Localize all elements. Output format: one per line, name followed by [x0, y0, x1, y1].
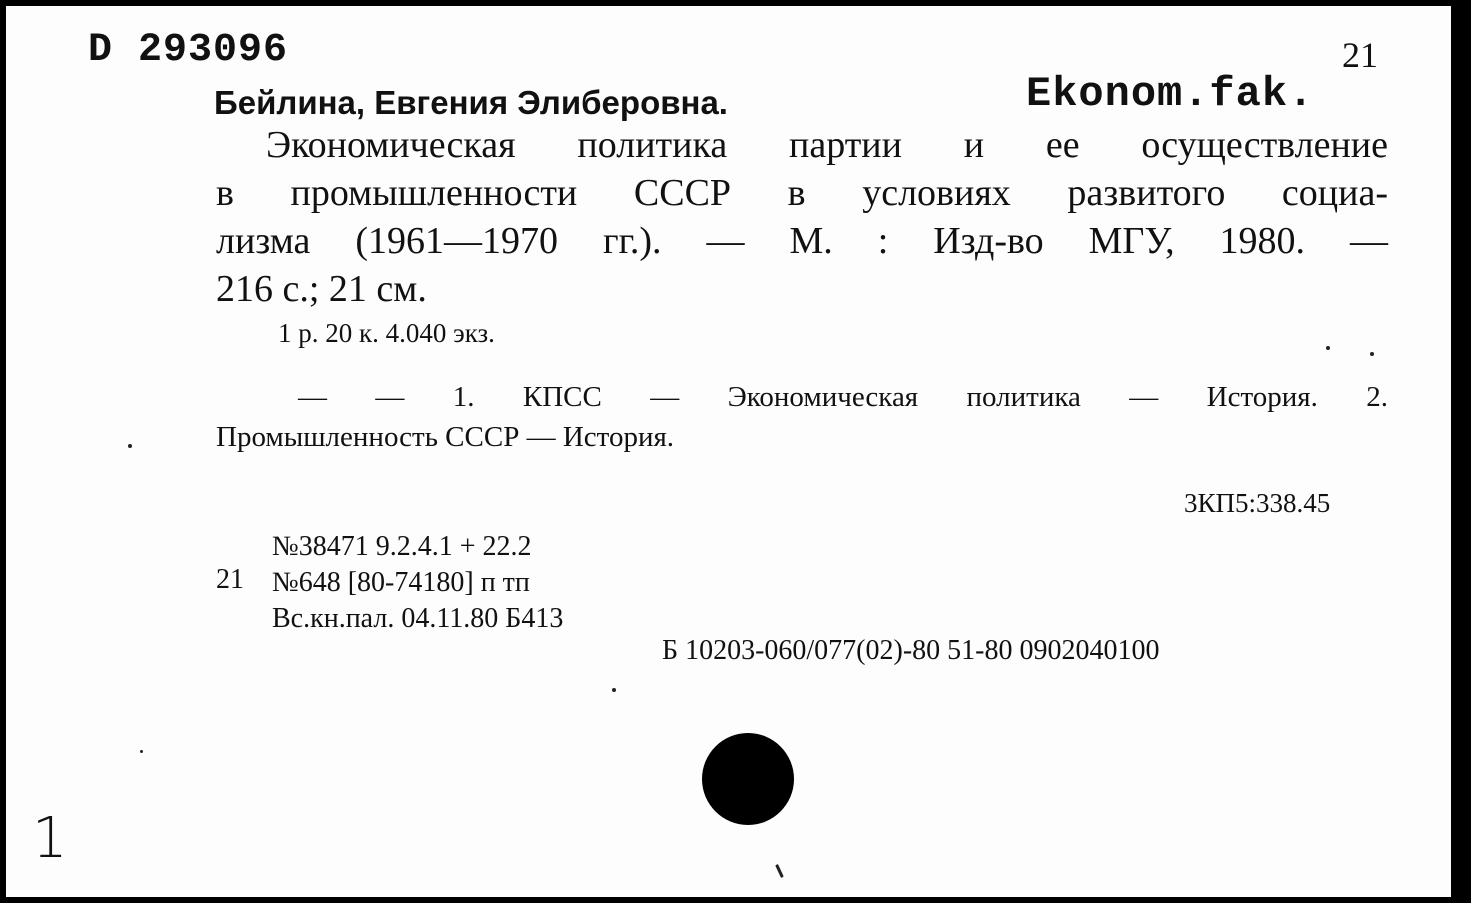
scan-speck	[1326, 346, 1330, 350]
title-line-1: Экономическая политика партии и ее осуществление	[266, 124, 1388, 166]
card-punch-hole	[702, 733, 794, 825]
scan-mark	[775, 864, 784, 878]
scan-speck	[1370, 352, 1374, 356]
registration-line-1: №38471 9.2.4.1 + 22.2	[272, 531, 532, 562]
registration-line-3: Вс.кн.пал. 04.11.80 Б413	[272, 603, 564, 634]
scan-speck	[140, 750, 143, 753]
title-line-2: в промышленности СССР в условиях развитого социа-	[216, 172, 1388, 214]
registration-line-4: Б 10203-060/077(02)-80 51-80 0902040100	[662, 635, 1160, 666]
classification-code: 3КП5:338.45	[1184, 488, 1331, 518]
scan-speck	[612, 688, 616, 692]
title-line-3: лизма (1961—1970 гг.). — М. : Изд-во МГУ, 1980. —	[216, 220, 1388, 262]
handwritten-mark: 1	[32, 806, 68, 871]
call-number: D 293096	[88, 28, 289, 73]
author-heading: Бейлина, Евгения Элиберовна.	[214, 84, 728, 121]
price-and-print-run: 1 р. 20 к. 4.040 экз.	[278, 318, 495, 348]
department-stamp: Ekonom.fak.	[1026, 70, 1315, 118]
title-line-4: 216 с.; 21 см.	[216, 268, 427, 310]
catalog-card	[6, 6, 1461, 897]
subject-headings-line-2: Промышленность СССР — История.	[216, 421, 675, 453]
card-number: 21	[1342, 35, 1378, 75]
registration-line-2: №648 [80-74180] п тп	[272, 567, 530, 598]
scan-speck	[128, 444, 132, 448]
registration-prefix: 21	[216, 564, 244, 595]
subject-headings-line-1: — — 1. КПСС — Экономическая политика — История. 2.	[298, 381, 1388, 413]
